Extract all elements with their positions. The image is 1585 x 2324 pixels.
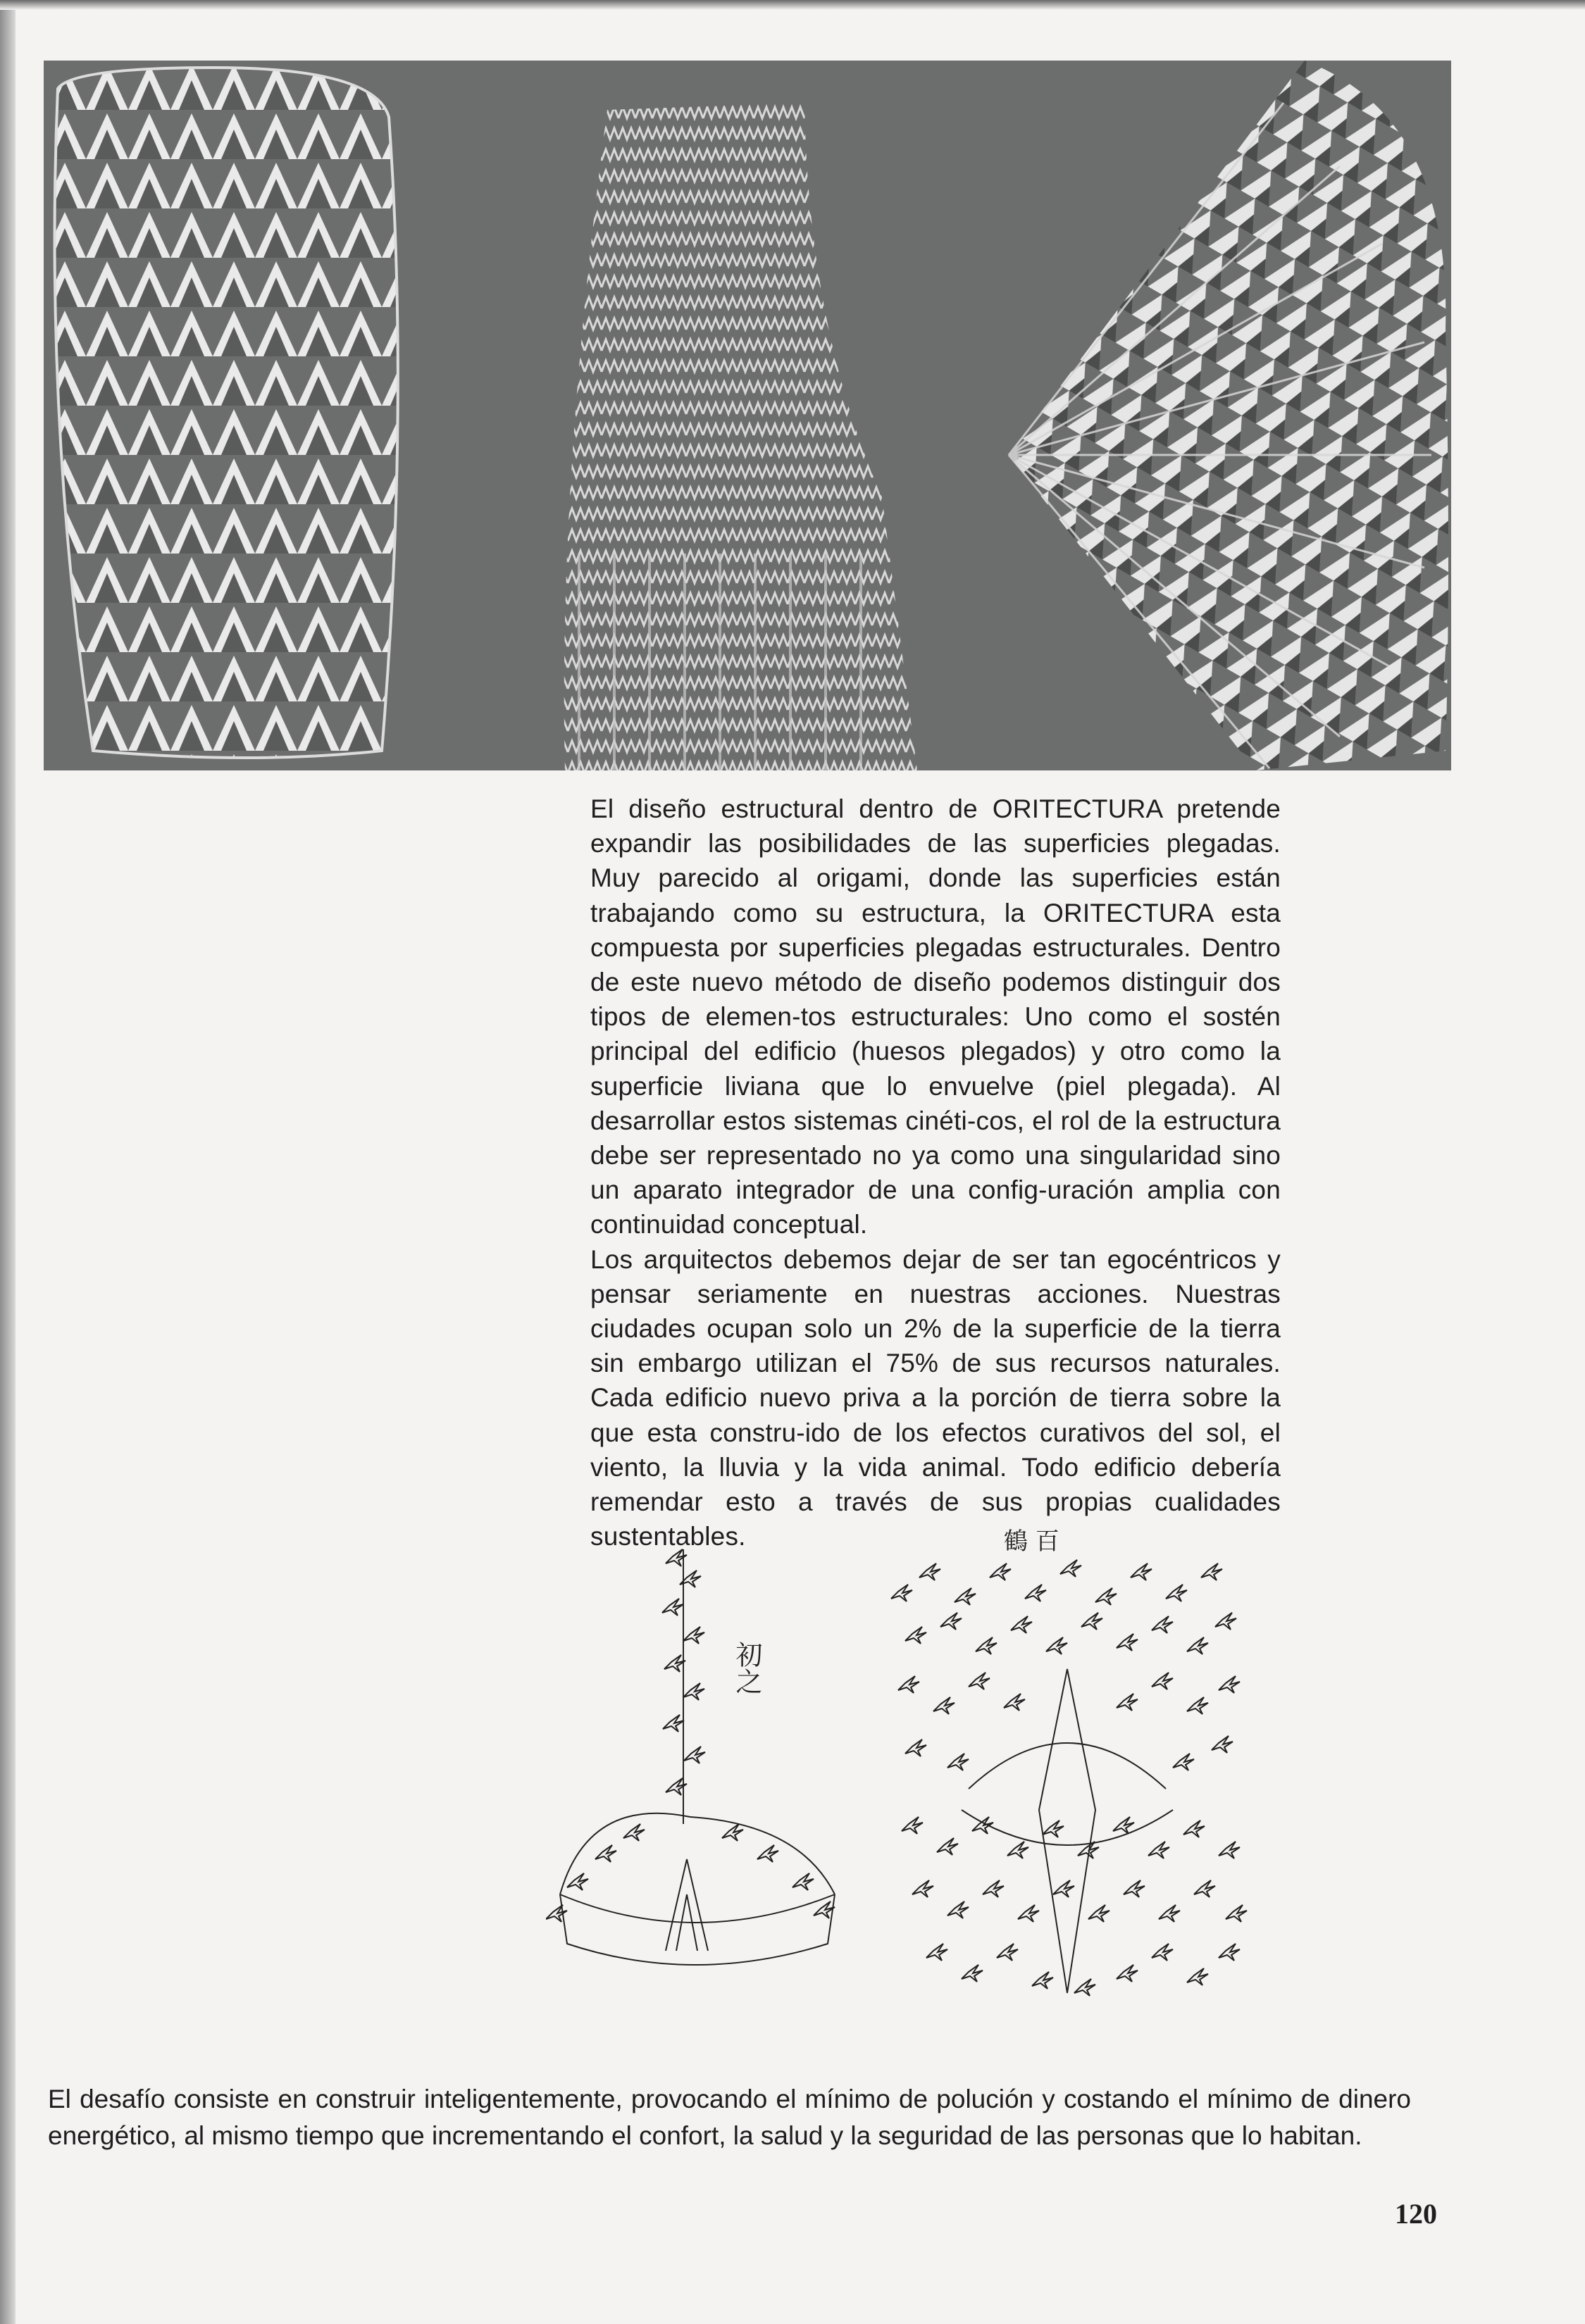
paragraph-arquitectos: Los arquitectos debemos dejar de ser tan egocéntricos y pensar seriamente en nuestras acciones. Nuestras ciudades ocupan solo un 2% de la superficie de la tierra sin embargo utilizan el 75% de sus recursos naturales. Cada edificio nuevo priva a la porción de tierra sobre la que esta constru-ido de los efectos curativos del sol, el viento, la lluvia y la vida animal. Todo edificio debería remendar esto a través de sus propias cualidades sustentables. — [590, 1244, 1281, 1551]
page-top-shadow — [0, 0, 1585, 10]
paragraph-oritectura: El diseño estructural dentro de ORITECTURA pretende expandir las posibilidades de las superficies plegadas. Muy parecido al origami, donde las superficies están trabajando como su estructura, la ORITECTURA esta compuesta por superficies plegadas estructurales. Dentro de este nuevo método de diseño podemos distinguir dos tipos de elemen-tos estructurales: Uno como el sostén principal del edificio (huesos plegados) y otro como la superficie liviana que lo envuelve (piel plegada). Al desarrollar estos sistemas cinéti-cos, el rol de la estructura debe ser representado no ya como una singularidad sino un aparato integrador de una config-uración amplia con continuidad conceptual. — [590, 794, 1281, 1239]
caption-text: El desafío consiste en construir inteligentemente, provocando el mínimo de polución y costando el mínimo de dinero energético, al mismo tiempo que incrementando el confort, la salud y la seguridad de las personas que lo habitan. — [48, 2085, 1411, 2150]
folded-structures-photo — [44, 61, 1451, 770]
page-edge-shadow — [0, 0, 15, 2324]
page-number: 120 — [1395, 2198, 1437, 2230]
right-glyphs: 鶴 百 — [1004, 1528, 1059, 1556]
paper-cranes-drawing — [546, 1528, 1275, 2056]
left-glyphs: 初之 — [731, 1641, 762, 1694]
main-text-block — [590, 792, 1281, 1554]
crane-column — [546, 1549, 835, 1965]
crane-cloud — [891, 1560, 1247, 1996]
